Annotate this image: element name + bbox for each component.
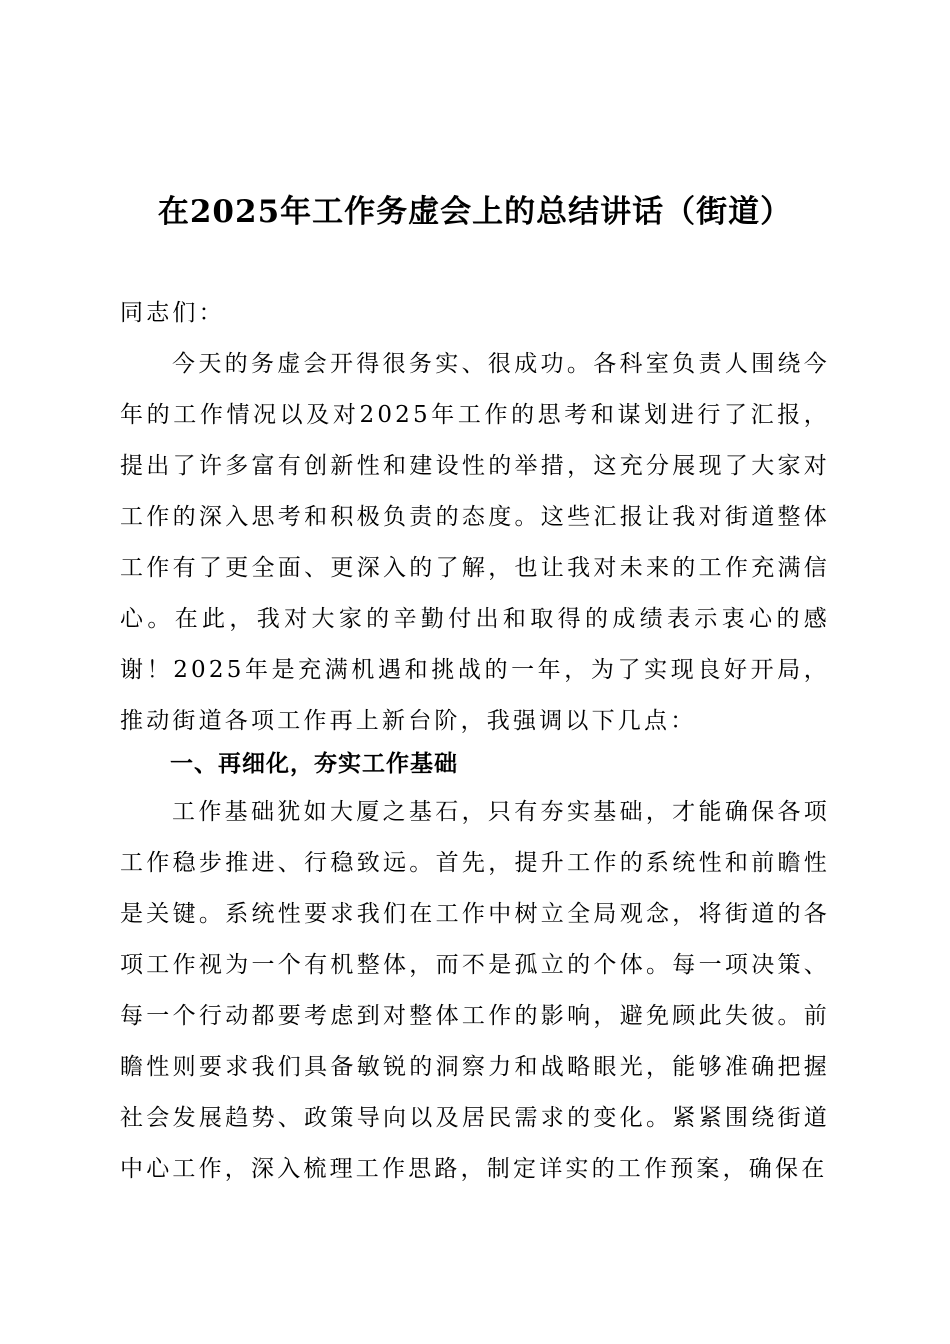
section-heading-1: 一、再细化，夯实工作基础 [170,751,458,777]
paragraph-section-1: 工作基础犹如大厦之基石，只有夯实基础，才能确保各项工作稳步推进、行稳致远。首先，提升工作的系统性和前瞻性是关键。系统性要求我们在工作中树立全局观念，将街道的各项工作视为一个有机整体，而不是孤立的个体。每一项决策、每一个行动都要考虑到对整体工作的影响，避免顾此失彼。前瞻性则要求我们具备敏锐的洞察力和战略眼光，能够准确把握社会发展趋势、政策导向以及居民需求的变化。紧紧围绕街道中心工作，深入梳理工作思路，制定详实的工作预案，确保在 [120,799,830,1182]
paragraph-intro: 今天的务虚会开得很务实、很成功。各科室负责人围绕今年的工作情况以及对2025年工作的思考和谋划进行了汇报，提出了许多富有创新性和建设性的举措，这充分展现了大家对工作的深入思考和积极负责的态度。这些汇报让我对街道整体工作有了更全面、更深入的了解，也让我对未来的工作充满信心。在此，我对大家的辛勤付出和取得的成绩表示衷心的感谢！2025年是充满机遇和挑战的一年，为了实现良好开局，推动街道各项工作再上新台阶，我强调以下几点： [120,351,830,734]
document-title: 在2025年工作务虚会上的总结讲话（街道） [157,194,793,230]
salutation: 同志们： [120,300,225,326]
